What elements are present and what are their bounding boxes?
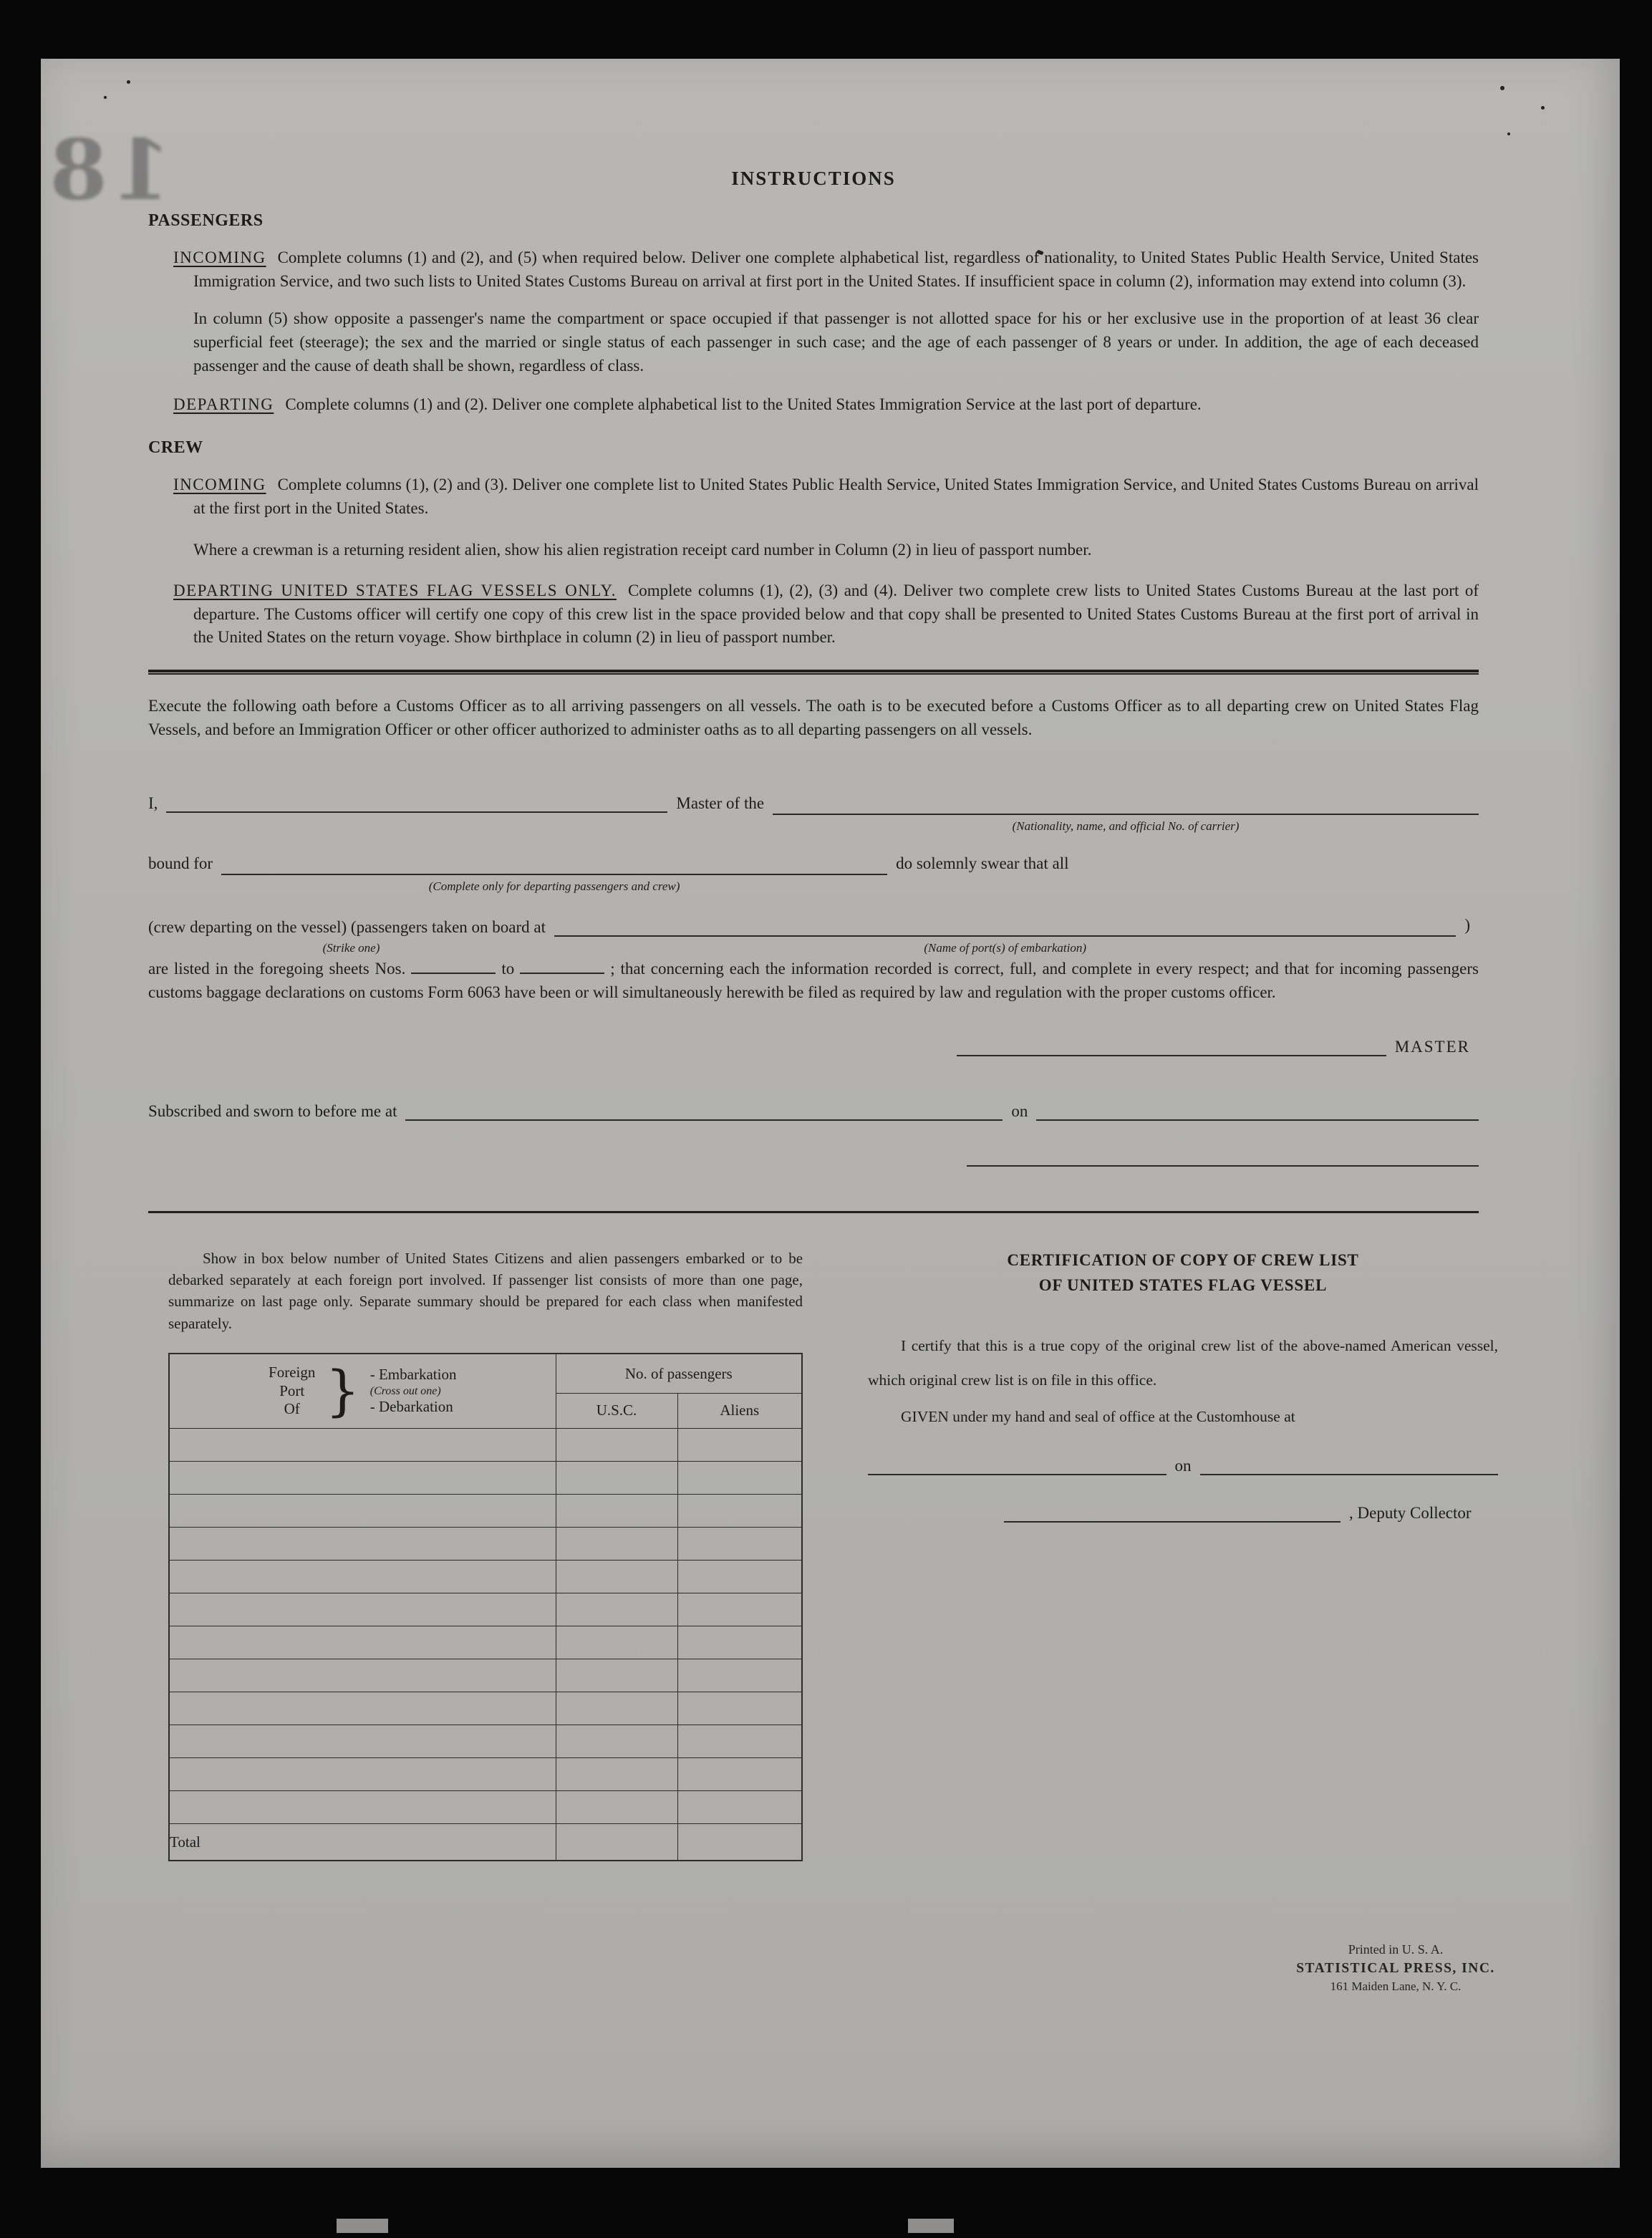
empty-cell [556,1560,677,1593]
oath-intro-paragraph: Execute the following oath before a Customs Officer as to all arriving passengers on all vessels. The oath is to be executed before a Customs Officer as to all departing crew on United States Flag Vessels, and before an Immigration Officer or other officer authorized to administer oaths as to all departing passengers on all vessels. [148,696,1479,738]
summary-intro-paragraph: Show in box below number of United States Citizens and alien passengers embarked or to be debarked separately at each foreign port involved. If passenger list consists of more than one page, summarize on last page only. Separate summary should be prepared for each class when manifested separately. [168,1249,803,1332]
foreign-port-line3: Of [284,1400,300,1418]
customhouse-line [868,1457,1498,1475]
empty-cell [677,1428,802,1461]
embarkation-port-group [554,930,1456,955]
scan-speck [127,80,130,84]
certify-paragraph: I certify that this is a true copy of the original crew list of the above-named American vessel, which original crew list is on file in this office. [868,1336,1499,1389]
passengers-incoming-text: Complete columns (1) and (2), and (5) when required below. Deliver one complete alphabetical list, regardless of nationality, to United States Public Health Service, United States Immigration Service, and two such lists to United States Customs Bureau on arrival at first port in the United States. If insufficient space in column (2), information may extend into column (3). [193,249,1479,290]
table-row [169,1659,802,1692]
scan-speck [1541,106,1545,110]
empty-cell [556,1626,677,1659]
certification-title-line2: OF UNITED STATES FLAG VESSEL [1038,1276,1328,1295]
scanner-artifact [908,2219,954,2233]
crew-departing-phrase: (crew departing on the vessel) (passengers taken on board at [148,917,546,936]
passenger-count-header: No. of passengers [556,1354,802,1393]
table-row [169,1461,802,1494]
destination-blank-group [221,868,887,894]
strike-one-line [148,916,1479,955]
table-row [169,1757,802,1790]
single-rule-divider [148,1211,1479,1213]
total-usc-cell [556,1823,677,1861]
table-row [169,1725,802,1757]
crew-departing-paragraph [173,579,1479,650]
certification-title [868,1248,1498,1298]
certification-on-label: on [1174,1456,1192,1475]
sheets-post-text: ; that concerning each the information recorded is correct, full, and complete in every respect; and that for incoming passengers customs baggage declarations on customs Form 6063 have been or will simultaneously herewith be filed as required by law and regulation with the proper customs officer. [148,960,1479,1001]
passengers-departing-paragraph [173,393,1479,417]
passengers-incoming-label: INCOMING [173,249,266,266]
carrier-blank-group [773,808,1479,834]
empty-cell [677,1692,802,1725]
empty-cell [677,1593,802,1626]
customhouse-place-blank [868,1468,1166,1475]
deputy-signature-blank [1004,1515,1341,1523]
sheets-pre-text: are listed in the foregoing sheets Nos. [148,960,406,978]
passengers-heading: PASSENGERS [148,211,264,230]
embarkation-option: - Embarkation [369,1366,457,1384]
empty-cell [169,1560,556,1593]
brace-glyph: } [325,1359,360,1423]
table-row [169,1626,802,1659]
scan-speck [104,96,107,99]
empty-cell [677,1461,802,1494]
table-row [169,1790,802,1823]
empty-cell [169,1593,556,1626]
passenger-summary-table [168,1353,803,1861]
subscribed-date-blank [1036,1114,1479,1121]
bottom-section [148,1248,1499,1862]
table-row [169,1593,802,1626]
empty-cell [169,1461,556,1494]
table-row [169,1692,802,1725]
total-row [169,1823,802,1861]
i-label: I, [148,794,158,813]
deputy-collector-line [868,1504,1498,1523]
table-header-row [169,1354,802,1393]
passengers-column5-paragraph: In column (5) show opposite a passenger's name the compartment or space occupied if that passenger is not allotted space for his or her exclusive use in the proportion of at least 36 clear superficial feet (steerage); the sex and the married or single status of each passenger in such case; and the age of each passenger of 8 years or under. In addition, the age of each deceased passenger and the cause of death shall be shown, regardless of class. [193,309,1479,375]
summary-table-body [169,1428,802,1823]
subscribed-place-blank [405,1114,1003,1121]
foreign-port-stack [269,1364,315,1419]
master-title-label: MASTER [1394,1037,1470,1056]
empty-cell [556,1428,677,1461]
empty-cell [169,1527,556,1560]
crew-incoming-label: INCOMING [173,475,266,493]
sheets-from-blank [411,964,496,974]
empty-cell [677,1560,802,1593]
empty-cell [556,1593,677,1626]
foreign-port-header-layout [170,1359,556,1423]
empty-cell [556,1494,677,1527]
table-row [169,1560,802,1593]
bound-for-line [148,854,1479,893]
crewman-resident-alien-paragraph: Where a crewman is a returning resident alien, show his alien registration receipt card number in Column (2) in lieu of passport number. [193,541,1092,559]
empty-cell [169,1428,556,1461]
empty-cell [169,1626,556,1659]
crew-departing-text: Complete columns (1), (2), (3) and (4). Deliver two complete crew lists to United States Customs Bureau at the last port of departure. The Customs officer will certify one copy of this crew list in the space provided below and that copy shall be presented to United States Customs Bureau at the first port of arrival in the United States on the return voyage. Show birthplace in column (2) in lieu of passport number. [193,581,1479,647]
empty-cell [556,1527,677,1560]
officer-signature-blank [967,1165,1479,1167]
aliens-column-header: Aliens [677,1393,802,1428]
swear-label: do solemnly swear that all [896,854,1069,873]
total-label: Total [169,1823,556,1861]
embarkation-port-caption: (Name of port(s) of embarkation) [924,940,1086,955]
empty-cell [169,1757,556,1790]
empty-cell [169,1494,556,1527]
empty-cell [556,1659,677,1692]
embark-debark-options [370,1366,457,1417]
foreign-port-header-cell [169,1354,556,1428]
certification-column [868,1248,1498,1862]
debarkation-option: - Debarkation [369,1398,453,1416]
foreign-port-line2: Port [279,1381,305,1399]
form-content [148,59,1499,1861]
empty-cell [556,1692,677,1725]
crew-departing-group [148,918,554,955]
bleed-through-page-number: 18 [44,122,171,219]
empty-cell [677,1494,802,1527]
page-title: INSTRUCTIONS [731,168,896,189]
table-row [169,1527,802,1560]
empty-cell [677,1725,802,1757]
master-signature-line [148,1038,1479,1056]
strike-one-caption: (Strike one) [322,940,380,955]
cross-out-note: (Cross out one) [369,1384,441,1397]
table-row [169,1428,802,1461]
total-aliens-cell [677,1823,802,1861]
scan-speck [1507,132,1510,135]
empty-cell [677,1757,802,1790]
crew-heading: CREW [148,438,203,457]
carrier-caption: (Nationality, name, and official No. of carrier) [1012,819,1240,833]
master-name-blank [166,806,667,813]
master-signature-blank [957,1049,1386,1056]
empty-cell [677,1790,802,1823]
destination-blank [221,868,887,875]
scanner-artifact [337,2219,388,2233]
table-row [169,1494,802,1527]
printer-line2: STATISTICAL PRESS, INC. [1296,1961,1495,1977]
closing-paren: ) [1464,916,1470,935]
printer-line1: Printed in U. S. A. [1348,1942,1444,1957]
empty-cell [556,1757,677,1790]
empty-cell [169,1659,556,1692]
empty-cell [556,1790,677,1823]
to-label: to [501,960,515,978]
paper [41,59,1620,2168]
deputy-collector-label: , Deputy Collector [1349,1503,1472,1522]
passengers-incoming-paragraph [173,246,1479,293]
empty-cell [556,1461,677,1494]
subscribed-line [148,1102,1479,1121]
given-paragraph: GIVEN under my hand and seal of office at the Customhouse at [901,1407,1295,1425]
printer-line3: 161 Maiden Lane, N. Y. C. [1330,1979,1462,1994]
destination-caption: (Complete only for departing passengers and crew) [428,879,680,893]
certification-date-blank [1200,1468,1499,1475]
double-rule-divider [148,670,1479,675]
sheets-paragraph [148,958,1479,1004]
foreign-port-line1: Foreign [269,1364,316,1381]
bound-for-label: bound for [148,854,213,873]
crew-departing-label: DEPARTING UNITED STATES FLAG VESSELS ONLY. [173,581,617,599]
subscribed-label: Subscribed and sworn to before me at [148,1101,397,1120]
printer-imprint [1274,1941,1517,1995]
passengers-departing-label: DEPARTING [173,395,274,414]
certification-title-line1: CERTIFICATION OF COPY OF CREW LIST [1007,1250,1359,1269]
embarkation-port-blank [554,930,1456,937]
empty-cell [677,1626,802,1659]
carrier-blank [773,808,1479,815]
empty-cell [556,1725,677,1757]
empty-cell [677,1527,802,1560]
master-of-the-label: Master of the [676,794,765,813]
master-name-line [148,794,1479,833]
sheets-to-blank [520,964,604,974]
scan-speck [1500,86,1504,90]
empty-cell [677,1659,802,1692]
summary-column [168,1248,803,1862]
usc-column-header: U.S.C. [556,1393,677,1428]
empty-cell [169,1790,556,1823]
subscribed-on-label: on [1011,1101,1028,1120]
empty-cell [169,1692,556,1725]
empty-cell [169,1725,556,1757]
passengers-departing-text: Complete columns (1) and (2). Deliver one complete alphabetical list to the United States Immigration Service at the last port of departure. [285,395,1202,414]
crew-incoming-paragraph [173,473,1479,520]
crew-incoming-text: Complete columns (1), (2) and (3). Deliver one complete list to United States Public Health Service, United States Immigration Service, and United States Customs Bureau on arrival at the first port in the United States. [193,475,1479,517]
